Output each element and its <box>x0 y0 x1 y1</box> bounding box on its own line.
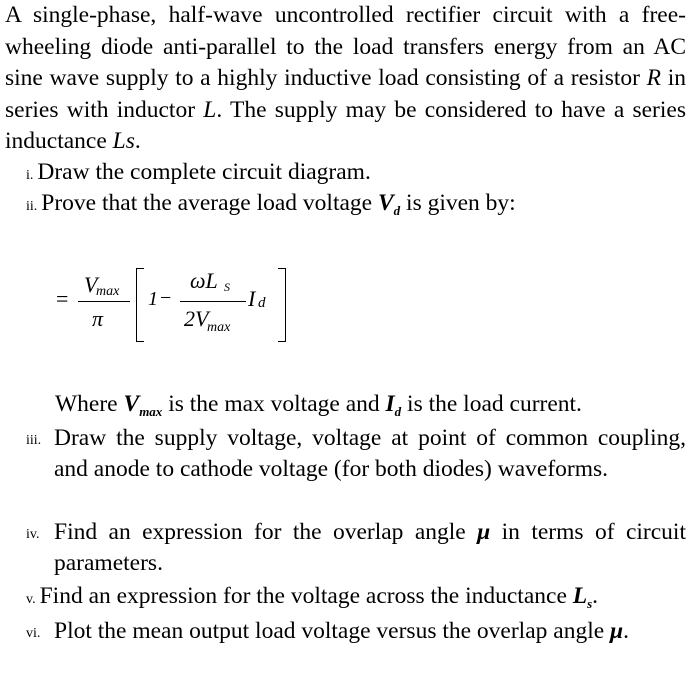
item-v <box>26 581 598 619</box>
item-v-number: v. <box>26 592 36 607</box>
item-iii-text: Draw the supply voltage, voltage at point of common coupling, and anode to cathode voltage (for both diodes) waveforms. <box>54 425 686 482</box>
where-text-3: is the load current. <box>401 391 582 417</box>
where-text-2: is the max voltage and <box>162 391 386 417</box>
item-iv-number: iv. <box>26 527 40 542</box>
formula-2vmax-subscript: max <box>207 320 231 335</box>
intro-text-3: . The supply may be considered to have a series inductance <box>5 96 686 154</box>
item-iii-number: iii. <box>26 433 42 448</box>
item-iii <box>26 423 686 484</box>
formula-one: 1 <box>148 288 158 310</box>
item-i <box>26 157 371 191</box>
formula-2vmax: 2V <box>184 306 209 331</box>
var-ls-subscript: s <box>587 596 593 611</box>
item-iv-text: Find an expression for the overlap angle <box>54 519 478 545</box>
formula-minus: − <box>160 287 172 309</box>
item-vi-text: Plot the mean output load voltage versus the overlap angle <box>54 618 611 644</box>
var-mu: μ <box>477 519 491 545</box>
formula-id: I <box>248 286 256 311</box>
item-ii-text: Prove that the average load voltage <box>41 190 378 216</box>
item-ii-number: ii. <box>26 199 38 214</box>
formula-equals: = <box>56 286 69 311</box>
item-i-number: i. <box>26 168 34 183</box>
left-bracket <box>136 268 144 342</box>
item-ii <box>26 188 516 226</box>
where-line <box>55 389 582 427</box>
where-vmax: V <box>123 391 140 417</box>
var-r: R <box>646 65 662 91</box>
formula-ls-subscript: S <box>224 280 230 294</box>
where-id: I <box>385 391 395 417</box>
item-v-text-end: . <box>592 583 599 609</box>
item-ii-text-end: is given by: <box>400 190 516 216</box>
problem-intro <box>5 0 686 158</box>
item-iv-text-end: in terms of circuit parameters. <box>54 519 686 576</box>
var-ls-bold: L <box>572 583 588 609</box>
item-vi <box>26 616 686 647</box>
var-l: L <box>203 96 217 123</box>
where-id-subscript: d <box>394 404 402 419</box>
var-vd: V <box>377 190 394 216</box>
item-vi-number: vi. <box>26 626 41 641</box>
item-v-text: Find an expression for the voltage across the inductance <box>39 583 573 609</box>
intro-text-2: in series with inductor <box>5 65 687 123</box>
formula-vmax: V <box>84 272 98 297</box>
formula-pi: π <box>92 306 104 331</box>
var-vd-subscript: d <box>393 203 401 218</box>
intro-text-4: . <box>134 128 141 154</box>
right-bracket <box>278 268 286 342</box>
intro-text-1: A single-phase, half-wave uncontrolled rectifier circuit with a free-wheeling diode anti-parallel to the load transfers energy from an AC sine wave supply to a highly inductive load consisting of a resistor <box>5 2 686 91</box>
item-i-text: Draw the complete circuit diagram. <box>37 159 371 185</box>
var-ls: Ls <box>112 128 135 154</box>
item-vi-text-end: . <box>623 618 629 644</box>
formula-omega-l: ωL <box>190 268 218 293</box>
where-vmax-subscript: max <box>139 404 163 419</box>
var-mu-2: μ <box>610 618 624 644</box>
fraction-bar-1 <box>78 301 130 302</box>
fraction-bar-2 <box>180 301 246 302</box>
formula-vmax-subscript: max <box>96 284 120 299</box>
average-voltage-formula <box>56 262 296 352</box>
where-text-1: Where <box>55 391 124 417</box>
item-iv <box>26 517 686 578</box>
formula-id-subscript: d <box>258 295 266 311</box>
